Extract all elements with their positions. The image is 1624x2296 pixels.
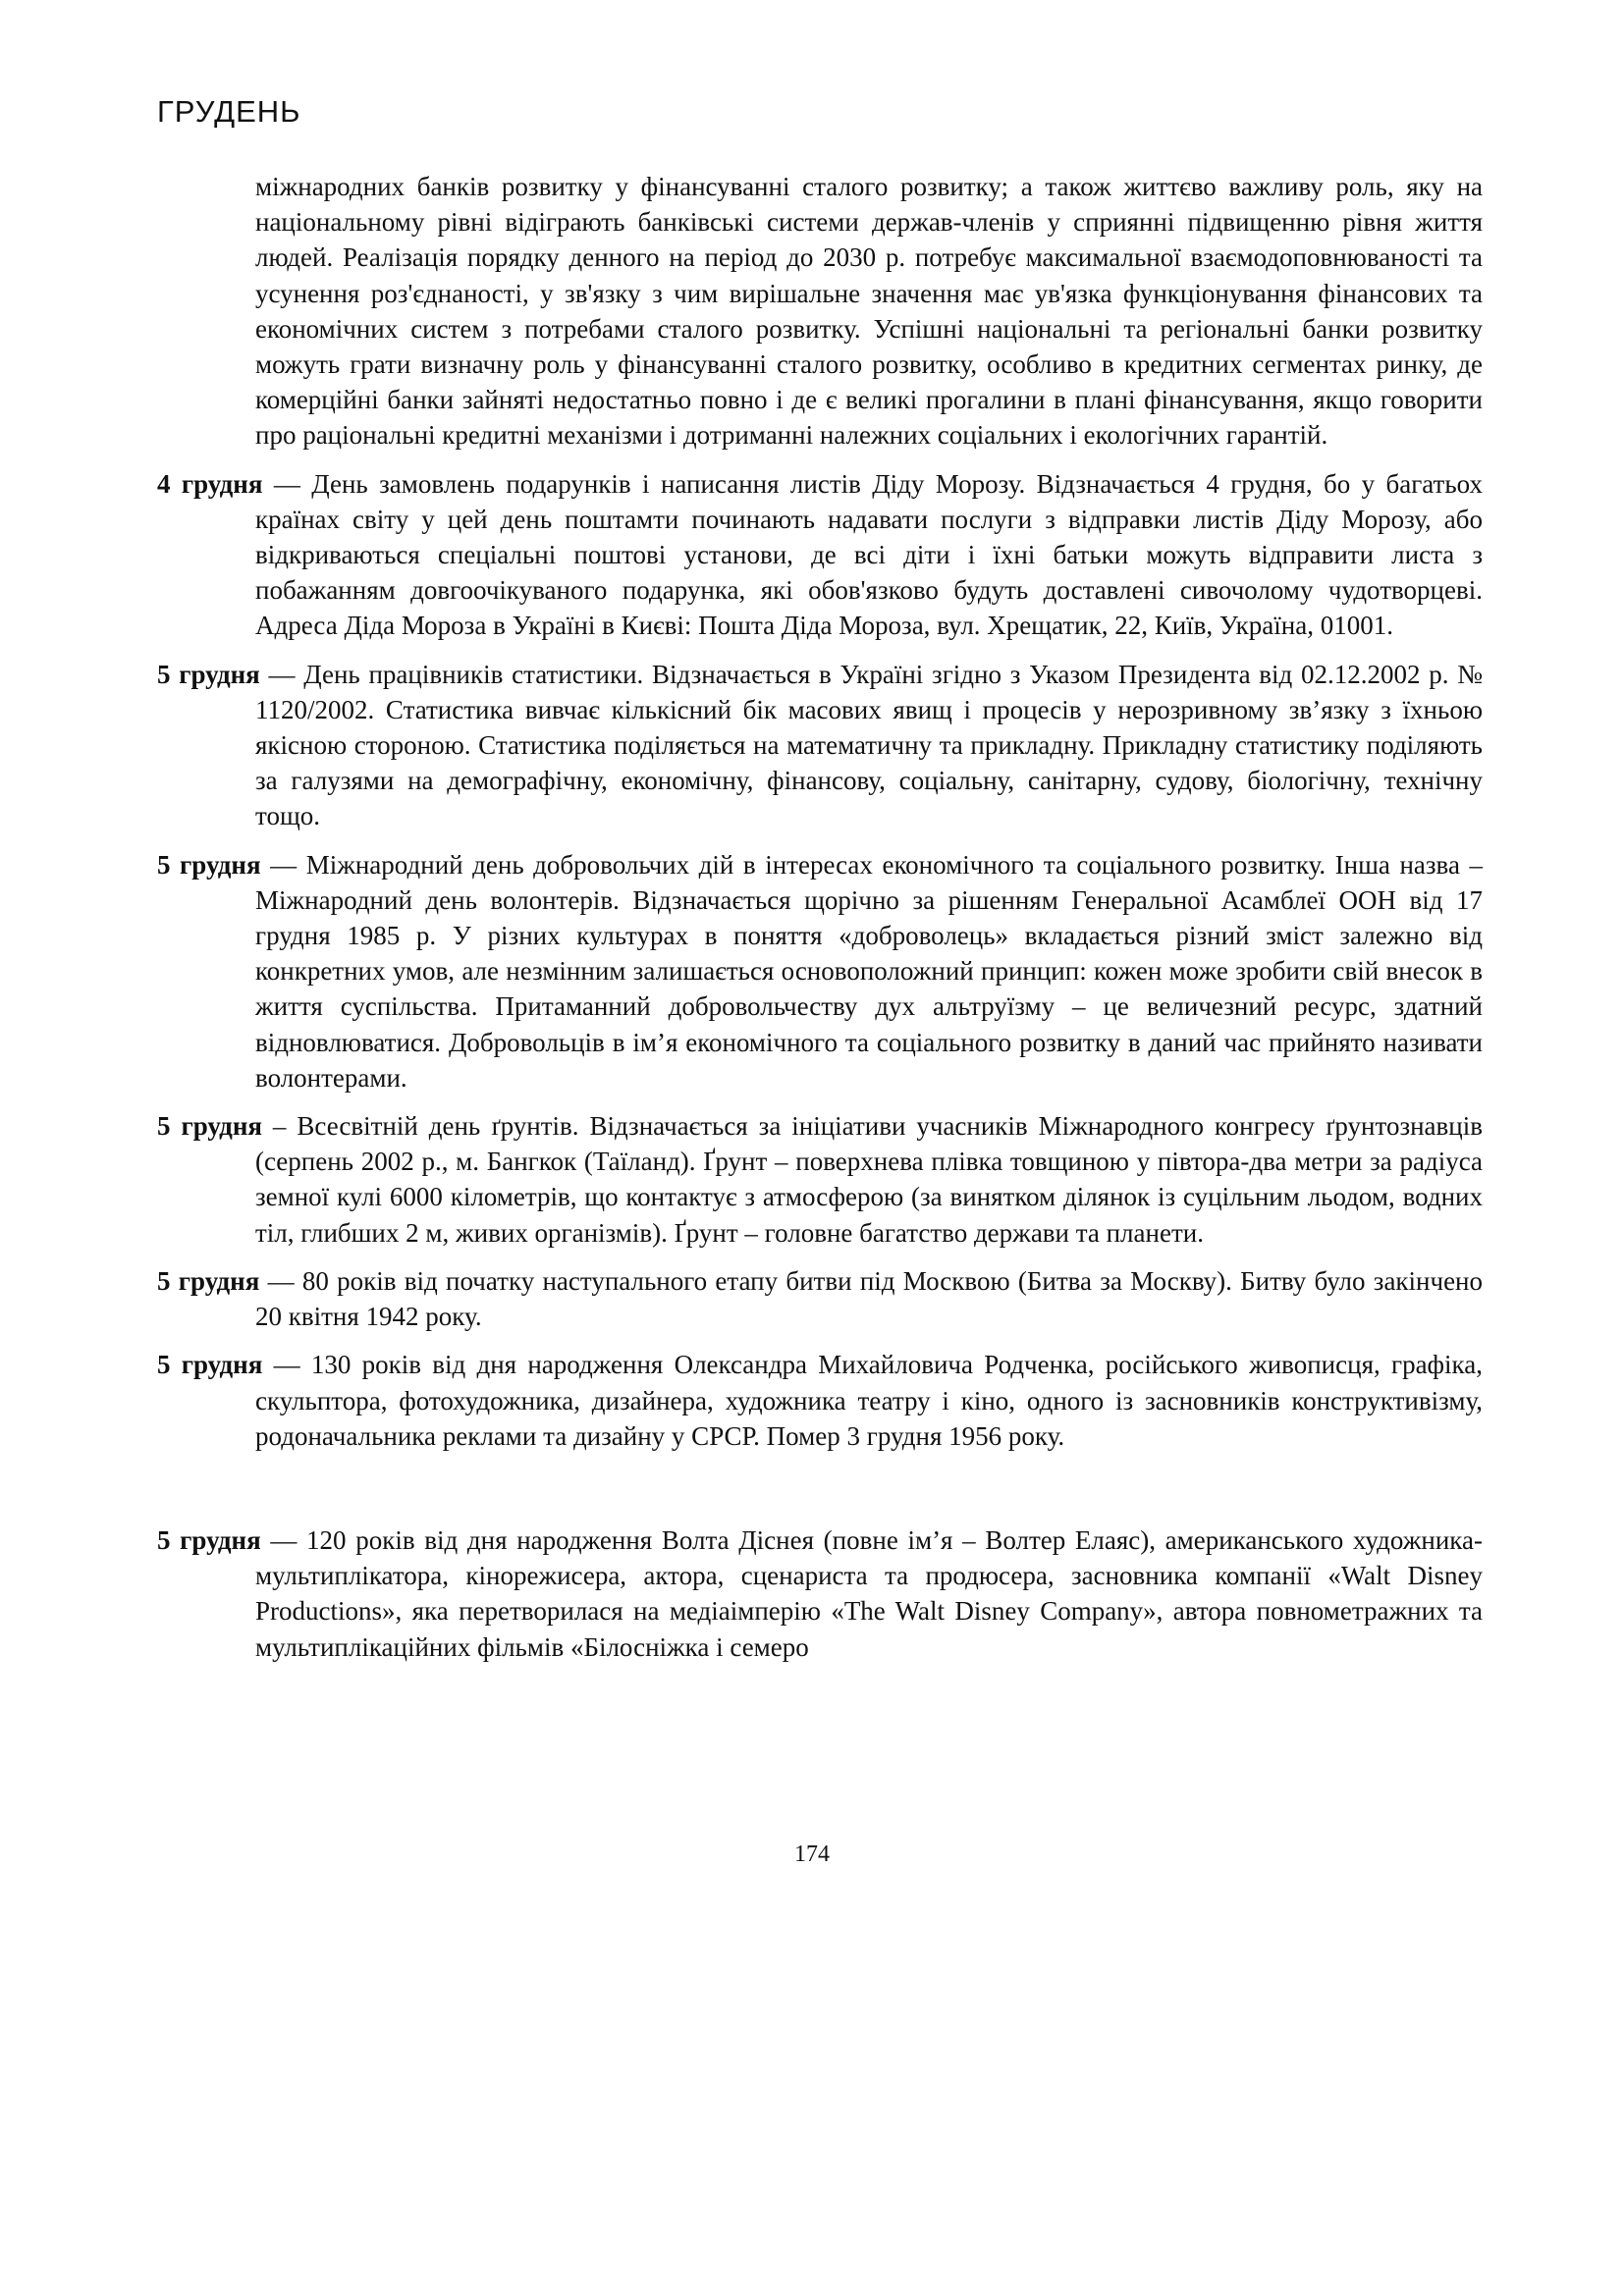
calendar-entry	[157, 1263, 1483, 1334]
entry-text: — Міжнародний день добровольчих дій в інтересах економічного та соціального розвитку. Інша назва – Міжнародний день волонтерів. Відзначається щорічно за рішенням Генеральної Асамблеї ООН від 17 грудня 1985 р. У різних культурах в поняття «доброволець» вкладається різний зміст залежно від конкретних умов, але незмінним залишається основоположний принцип: кожен може зробити свій внесок в життя суспільства. Притаманний добровольчеству дух альтруїзму – це величезний ресурс, здатний відновлюватися. Добровольців в ім’я економічного та соціального розвитку в даний час прийнято називати волонтерами.	[255, 849, 1483, 1093]
calendar-entry	[157, 1108, 1483, 1251]
entry-text: — 80 років від початку наступального етапу битви під Москвою (Битва за Москву). Битву було закінчено 20 квітня 1942 року.	[255, 1265, 1484, 1332]
entry-date: 5 грудня	[157, 1111, 262, 1142]
entry-text: — 120 років від дня народження Волта Діснея (повне ім’я – Волтер Елаяс), американського художника-мультиплікатора, кінорежисера, актора, сценариста та продюсера, засновника компанії «Walt Disney Productions», яка перетворилася на медіаімперію «The Walt Disney Company», автора повнометражних та мультиплікаційних фільмів «Білосніжка і семеро	[255, 1524, 1483, 1662]
entry-date: 5 грудня	[157, 1524, 261, 1555]
entry-date: 5 грудня	[157, 1350, 263, 1380]
month-heading: ГРУДЕНЬ	[157, 94, 301, 129]
entry-text: — День працівників статистики. Відзначається в Україні згідно з Указом Президента від 02.12.2002 р. № 1120/2002. Статистика вивчає кількісний бік масових явищ і процесів у нерозривному зв’язку з їхньою якісною стороною. Статистика поділяється на математичну та прикладну. Прикладну статистику поділяють за галузями на демографічну, економічну, фінансову, соціальну, санітарну, судову, біологічну, технічну тощо.	[255, 659, 1483, 831]
page-number: 174	[794, 1842, 830, 1867]
calendar-entry	[157, 466, 1483, 644]
entry-text: — День замовлень подарунків і написання листів Діду Морозу. Відзначається 4 грудня, бо у багатьох країнах світу у цей день поштамти починають надавати послуги з відправки листів Діду Морозу, або відкриваються спеціальні поштові установи, де всі діти і їхні батьки можуть відправити листа з побажанням довгоочікуваного подарунка, які обов'язково будуть доставлені сивочолому чудотворцеві. Адреса Діда Мороза в Україні в Києві: Пошта Діда Мороза, вул. Хрещатик, 22, Київ, Україна, 01001.	[255, 468, 1483, 641]
intro-paragraph: міжнародних банків розвитку у фінансуванні сталого розвитку; а також життєво важливу роль, яку на національному рівні відіграють банківські системи держав-членів у сприянні підвищенню рівня життя людей. Реалізація порядку денного на період до 2030 р. потребує максимальної взаємодоповнюваності та усунення роз'єднаності, у зв'язку з чим вирішальне значення має ув'язка функціонування фінансових та економічних систем з потребами сталого розвитку. Успішні національні та регіональні банки розвитку можуть грати визначну роль у фінансуванні сталого розвитку, особливо в кредитних сегментах ринку, де комерційні банки зайняті недостатньо повно і де є великі прогалини в плані фінансування, якщо говорити про раціональні кредитні механізми і дотриманні належних соціальних і екологічних гарантій.	[255, 172, 1483, 451]
entry-date: 4 грудня	[157, 468, 263, 499]
entry-text: — 130 років від дня народження Олександра Михайловича Родченка, російського живописця, графіка, скульптора, фотохудожника, дизайнера, художника театру і кіно, одного із засновників конструктивізму, родоначальника реклами та дизайну у СРСР. Помер 3 грудня 1956 року.	[255, 1350, 1483, 1451]
calendar-entry	[157, 657, 1483, 834]
entry-date: 5 грудня	[157, 1265, 260, 1296]
calendar-entry	[157, 847, 1483, 1095]
entry-date: 5 грудня	[157, 849, 261, 880]
document-body	[157, 169, 1483, 1678]
entry-text: – Всесвітній день ґрунтів. Відзначається за ініціативи учасників Міжнародного конгресу ґрунтознавців (серпень 2002 р., м. Бангкок (Таїланд). Ґрунт – поверхнева плівка товщиною у півтора-два метри за радіуса земної кулі 6000 кілометрів, що контактує з атмосферою (за винятком ділянок із суцільним льодом, водних тіл, глибших 2 м, живих організмів). Ґрунт – головне багатство держави та планети.	[255, 1111, 1483, 1248]
calendar-entry	[157, 1347, 1483, 1454]
calendar-entry	[157, 1522, 1483, 1665]
entry-date: 5 грудня	[157, 659, 260, 689]
